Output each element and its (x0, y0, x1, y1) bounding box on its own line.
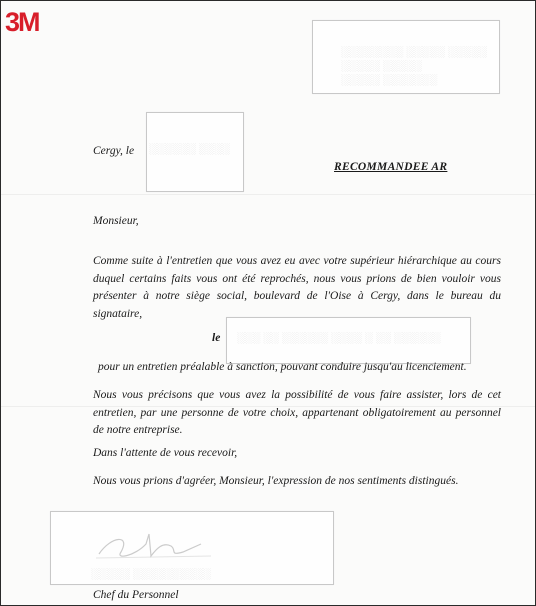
paragraph-assistance: Nous vous précisons que vous avez la possibilité de vous faire assister, lors de cet entretien, par une personne de votre choix, appartenant obligatoirement au personnel de notre entreprise. (93, 389, 501, 436)
paragraph-closing: Nous vous prions d'agréer, Monsieur, l'expression de nos sentiments distingués. (93, 475, 459, 487)
company-logo: 3M (5, 7, 39, 37)
recipient-address-redaction: ░░░░░░░░ ░░░░░ ░░░░░ ░░░░░ ░░░░░ ░░░░░ ░░░░░░░ (312, 20, 500, 94)
salutation: Monsieur, (93, 215, 139, 227)
place-date-label: Cergy, le (93, 145, 135, 157)
paragraph-convocation: Comme suite à l'entretien que vous avez eu avec votre supérieur hiérarchique au cours duquel certains faits vous ont été reprochés, nous vous prions de bien vouloir vous présenter à notre siège social, boulevard de l'Oise à Cergy, dans le bureau du signataire, (93, 255, 501, 320)
signature-redaction: ░░░░░ ░░░░░░░░░░ (50, 511, 334, 585)
fold-line (1, 194, 535, 195)
date-redaction: ░░░░░░ ░░░░ (146, 112, 244, 192)
signatory-title: Chef du Personnel (93, 589, 179, 601)
signature-scribble (91, 526, 231, 566)
registered-mail-label: RECOMMANDEE AR (334, 161, 448, 173)
meeting-date-redaction: ░░░ ░░ ░░░░░░ ░░░░ ░ ░░ ░░░░░░ (226, 317, 471, 364)
meeting-date-label: le (212, 332, 221, 344)
paragraph-waiting: Dans l'attente de vous recevoir, (93, 447, 238, 459)
paragraph-purpose: pour un entretien préalable à sanction, pouvant conduire jusqu'au licenciement. (98, 361, 467, 373)
